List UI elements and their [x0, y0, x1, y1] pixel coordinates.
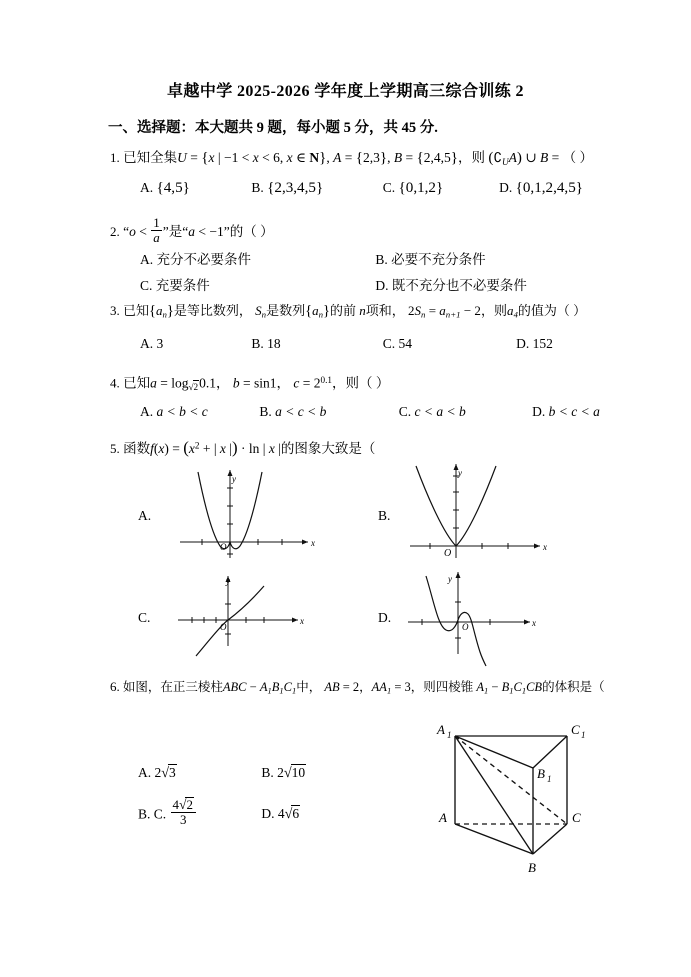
q5-graph-d[interactable] — [400, 568, 560, 672]
edge-A-B — [455, 824, 533, 854]
svg-text:1: 1 — [447, 730, 452, 740]
x-arrow-c — [292, 618, 298, 623]
q1-option-c[interactable]: C. {0,1,2} — [382, 180, 444, 196]
question-4-number: 4. — [110, 375, 120, 391]
q5-option-c-label[interactable]: C. — [138, 610, 151, 625]
q3-option-c[interactable]: C. 54 — [382, 336, 413, 351]
curve-a-left — [198, 472, 230, 549]
q6-fraction: $\frac{4√2}{3}$ — [171, 797, 196, 827]
question-2-number: 2. — [110, 223, 120, 239]
curve-c-s — [196, 586, 264, 656]
y-arrow-d — [456, 572, 461, 578]
q6-option-d[interactable]: D. 4√6 — [261, 806, 300, 823]
q6-option-a[interactable]: A. 2√3 — [138, 765, 176, 781]
x-label-a: x — [311, 538, 315, 548]
q6-prism-figure — [415, 706, 610, 886]
question-4-options — [140, 404, 600, 420]
q3-option-b[interactable]: B. 18 — [251, 336, 281, 351]
edge-A1-B-solid — [455, 736, 533, 854]
edge-A1-B1 — [455, 736, 533, 768]
question-3-options — [140, 336, 553, 352]
vertex-label-C: C — [572, 810, 581, 825]
q5-option-a-label[interactable]: A. — [138, 508, 152, 523]
q5-option-b-label[interactable]: B. — [378, 508, 391, 523]
vertex-label-A: A — [439, 810, 447, 825]
q1-option-b[interactable]: B. {2,3,4,5} — [251, 180, 324, 196]
q4-option-b[interactable]: B. a < c < b — [259, 404, 327, 419]
x-arrow-b — [534, 544, 540, 549]
q3-option-d[interactable]: D. 152 — [516, 336, 553, 351]
q4-option-a[interactable]: A. a < b < c — [140, 404, 208, 419]
svg-text:1: 1 — [581, 730, 586, 740]
q2-option-b[interactable]: B. 必要不充分条件 — [375, 252, 486, 267]
question-6-options-row2 — [138, 797, 300, 827]
question-1-options — [140, 180, 583, 197]
q2-option-d[interactable]: D. 既不充分也不必要条件 — [375, 278, 527, 293]
section-heading: 一、选择题：本大题共 9 题，每小题 5 分，共 45 分. — [108, 120, 438, 136]
edge-C-B — [533, 824, 567, 854]
curve-d-cubic — [426, 576, 486, 666]
y-label-a: y — [232, 474, 236, 484]
q5-graph-c[interactable] — [168, 572, 328, 672]
origin-label-b: O — [444, 548, 452, 559]
y-label-b: y — [458, 468, 462, 478]
q1-option-d[interactable]: D. {0,1,2,4,5} — [499, 180, 584, 196]
question-3-number: 3. — [110, 303, 120, 318]
vertex-label-C1: C — [571, 722, 580, 737]
y-label-c: y — [226, 576, 230, 586]
question-2-options-row2 — [140, 274, 527, 294]
origin-label-d: O — [462, 622, 469, 632]
vertex-label-B1: B — [537, 766, 545, 781]
question-4-stem: 4. 已知$a = \log_{√2}0.1$， b = sin1， $c = 2^{0.1}$，则（ ） — [110, 375, 390, 393]
question-6-number: 6. — [110, 679, 120, 694]
y-label-d: y — [448, 574, 452, 584]
q5-graph-a[interactable] — [168, 462, 328, 570]
q4-option-c[interactable]: C. c < a < b — [398, 404, 466, 419]
x-arrow-d — [524, 620, 530, 625]
svg-text:1: 1 — [547, 774, 552, 784]
origin-label-c: O — [220, 622, 227, 632]
q2-option-a[interactable]: A. 充分不必要条件 — [140, 252, 251, 267]
x-arrow-a — [302, 540, 308, 545]
q6-option-bc[interactable]: B. C. $\frac{4√2}{3}$ — [138, 797, 258, 827]
origin-label-a: O — [220, 542, 227, 552]
question-1-stem: 1. 已知全集U = {x | −1 < x < 6, x ∈ N}, A = {2,3}, B = {2,4,5}，则 $(∁_UA)$ ∪ B = （ ） — [110, 150, 594, 167]
question-3-stem: 3. 已知$\{a_n\}$是等比数列， $S_n$是数列$\{a_n\}$的前 n项和， $2S_n = a_{n+1} - 2$，则$a_4$的值为（ ） — [110, 303, 587, 320]
x-label-b: x — [543, 542, 547, 552]
q4-option-d[interactable]: D. b < c < a — [532, 404, 600, 419]
vertex-label-B: B — [528, 860, 536, 875]
question-1-text: 已知全集 — [123, 150, 178, 165]
vertex-label-A1: A — [437, 722, 445, 737]
x-label-c: x — [300, 616, 304, 626]
edge-C1-B1 — [533, 736, 567, 768]
question-2-options-row1 — [140, 248, 486, 268]
q1-option-a[interactable]: A. {4,5} — [140, 180, 190, 196]
q5-option-d-label[interactable]: D. — [378, 610, 392, 625]
question-6-stem: 6. 如图，在正三棱柱ABC − $A_1B_1C_1$中， AB = 2，$AA_1 = 3$，则四棱锥 $A_1 - B_1C_1CB$的体积是（ — [110, 679, 605, 696]
q2-option-c[interactable]: C. 充要条件 — [140, 278, 210, 293]
fraction-one-over-a: $\frac{1}{a}$ — [153, 215, 160, 245]
x-label-d: x — [532, 618, 536, 628]
question-5-number: 5. — [110, 441, 120, 456]
page-title: 卓越中学 2025-2026 学年度上学期高三综合训练 2 — [167, 83, 524, 100]
q5-graph-b[interactable] — [400, 458, 560, 570]
q6-option-b[interactable]: B. 2√10 — [261, 765, 306, 781]
question-5-stem: 5. 函数$f(x) = (x^2$ + | x |) · ln | x |的图象大致是（ — [110, 438, 376, 457]
q3-option-a[interactable]: A. 3 — [140, 336, 164, 351]
question-2-stem: 2. “o < $\frac{1}{a}$ ”是“a < −1”的（ ） — [110, 215, 274, 245]
question-6-options-row1 — [138, 764, 306, 782]
question-1-number: 1. — [110, 150, 120, 165]
